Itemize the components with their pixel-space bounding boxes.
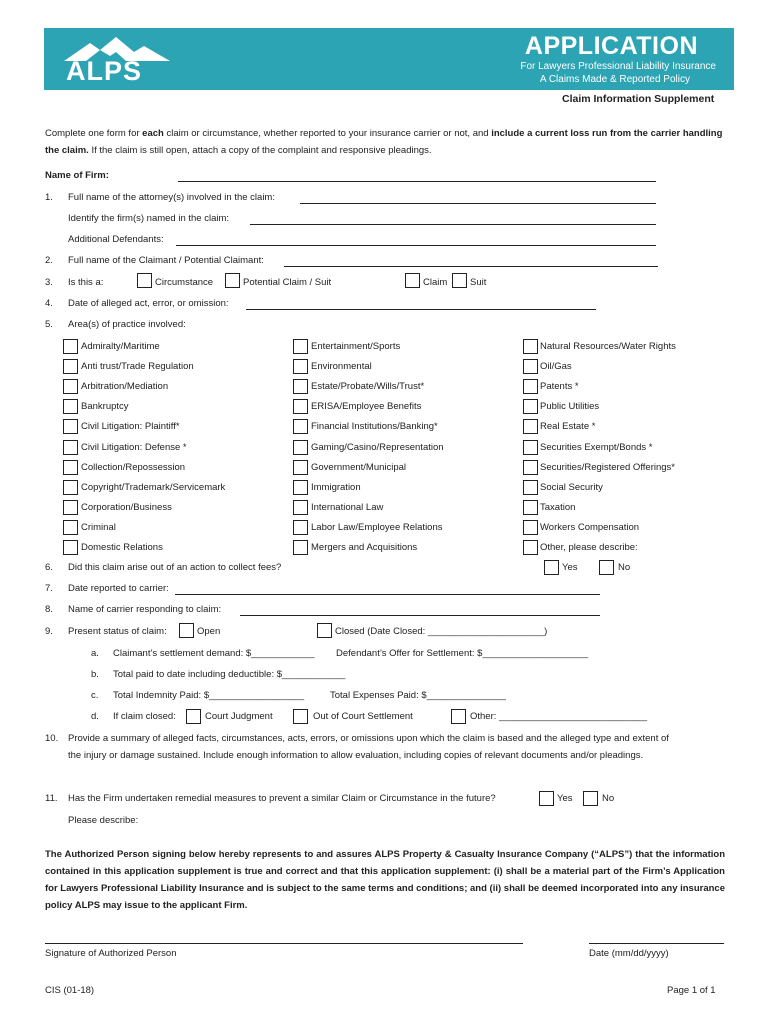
practice-area-checkbox[interactable] xyxy=(523,379,538,394)
practice-area-label: Oil/Gas xyxy=(540,361,572,372)
practice-area-label: Social Security xyxy=(540,482,603,493)
practice-area-checkbox[interactable] xyxy=(63,460,78,475)
practice-area-checkbox[interactable] xyxy=(523,359,538,374)
practice-area-label: Corporation/Business xyxy=(81,502,172,513)
practice-area-checkbox[interactable] xyxy=(63,540,78,555)
q10-number: 10. xyxy=(45,733,59,744)
q2-label: Full name of the Claimant / Potential Claimant: xyxy=(68,255,264,266)
supplement-title: Claim Information Supplement xyxy=(562,93,715,105)
court-judgment-checkbox[interactable] xyxy=(186,709,201,724)
status-open-label: Open xyxy=(197,626,221,637)
q9-number: 9. xyxy=(45,626,53,637)
date-alleged-act-field[interactable] xyxy=(246,309,596,310)
firms-named-field[interactable] xyxy=(250,224,656,225)
intro-paragraph xyxy=(45,125,730,159)
practice-area-checkbox[interactable] xyxy=(293,480,308,495)
practice-area-label: Arbitration/Mediation xyxy=(81,381,169,392)
q5-number: 5. xyxy=(45,319,53,330)
date-reported-field[interactable] xyxy=(175,594,600,595)
firm-name-field[interactable] xyxy=(178,181,656,182)
application-subtitle-2: A Claims Made & Reported Policy xyxy=(539,74,690,85)
practice-area-label: Civil Litigation: Plaintiff* xyxy=(81,421,180,432)
date-signed-line[interactable] xyxy=(589,943,724,944)
out-of-court-label: Out of Court Settlement xyxy=(313,711,413,722)
practice-area-checkbox[interactable] xyxy=(523,339,538,354)
q9-label: Present status of claim: xyxy=(68,626,167,637)
remedial-describe-label: Please describe: xyxy=(68,815,139,826)
practice-area-checkbox[interactable] xyxy=(63,419,78,434)
practice-area-label: Immigration xyxy=(311,482,361,493)
practice-area-checkbox[interactable] xyxy=(293,440,308,455)
indemnity-paid-field[interactable]: Total Indemnity Paid: $__________________ xyxy=(113,690,305,701)
practice-area-checkbox[interactable] xyxy=(63,399,78,414)
practice-area-label: Taxation xyxy=(540,502,576,513)
practice-area-label: Labor Law/Employee Relations xyxy=(311,522,443,533)
practice-area-label: Gaming/Casino/Representation xyxy=(311,442,444,453)
practice-area-checkbox[interactable] xyxy=(293,419,308,434)
page-number: Page 1 of 1 xyxy=(667,985,716,996)
other-closed-field[interactable]: Other: ____________________________ xyxy=(470,711,647,722)
practice-area-checkbox[interactable] xyxy=(523,500,538,515)
application-title: APPLICATION xyxy=(524,32,698,60)
practice-area-checkbox[interactable] xyxy=(63,339,78,354)
q11-label: Has the Firm undertaken remedial measures to prevent a similar Claim or Circumstance in the future? xyxy=(68,793,496,804)
practice-area-checkbox[interactable] xyxy=(523,440,538,455)
q11-number: 11. xyxy=(45,793,58,804)
practice-area-label: Collection/Repossession xyxy=(81,462,186,473)
claim-closed-label: If claim closed: xyxy=(113,711,176,722)
q8-label: Name of carrier responding to claim: xyxy=(68,604,222,615)
status-closed-label: Closed (Date Closed: ______________________) xyxy=(335,626,548,637)
q1-label: Full name of the attorney(s) involved in the claim: xyxy=(68,192,275,203)
q5-label: Area(s) of practice involved: xyxy=(68,319,186,330)
practice-area-checkbox[interactable] xyxy=(523,520,538,535)
q8-number: 8. xyxy=(45,604,53,615)
practice-area-label: Environmental xyxy=(311,361,372,372)
q2-number: 2. xyxy=(45,255,53,266)
expenses-paid-field[interactable]: Total Expenses Paid: $_______________ xyxy=(330,690,506,701)
circumstance-checkbox[interactable] xyxy=(137,273,152,288)
signature-label: Signature of Authorized Person xyxy=(45,948,177,959)
practice-area-label: Copyright/Trademark/Servicemark xyxy=(81,482,226,493)
practice-area-label: Civil Litigation: Defense * xyxy=(81,442,187,453)
other-closed-checkbox[interactable] xyxy=(451,709,466,724)
practice-area-checkbox[interactable] xyxy=(293,540,308,555)
practice-area-label: Financial Institutions/Banking* xyxy=(311,421,438,432)
remedial-yes-label: Yes xyxy=(557,793,573,804)
application-subtitle: For Lawyers Professional Liability Insurance xyxy=(520,61,716,72)
practice-area-checkbox[interactable] xyxy=(63,440,78,455)
q10-line2: the injury or damage sustained. Include enough information to allow evaluation, including copies of relevant documents and/or pleadings. xyxy=(68,750,644,761)
date-signed-label: Date (mm/dd/yyyy) xyxy=(589,948,669,959)
practice-area-label: Workers Compensation xyxy=(540,522,640,533)
header-banner xyxy=(44,28,734,90)
practice-area-label: Anti trust/Trade Regulation xyxy=(81,361,194,372)
fees-yes-label: Yes xyxy=(562,562,578,573)
practice-area-label: Securities Exempt/Bonds * xyxy=(540,442,653,453)
practice-area-label: Natural Resources/Water Rights xyxy=(540,341,676,352)
intro-text-1: Complete one form for xyxy=(45,128,143,139)
q9a-number: a. xyxy=(91,648,99,659)
fees-no-checkbox[interactable] xyxy=(599,560,614,575)
q3-label: Is this a: xyxy=(68,277,104,288)
practice-area-label: Securities/Registered Offerings* xyxy=(540,462,675,473)
q10-line1: Provide a summary of alleged facts, circumstances, acts, errors, or omissions upon which the claim is based and the alleged type and extent of xyxy=(68,733,669,744)
practice-area-checkbox[interactable] xyxy=(63,379,78,394)
practice-area-checkbox[interactable] xyxy=(523,419,538,434)
practice-area-label: Government/Municipal xyxy=(311,462,407,473)
practice-area-label: Other, please describe: xyxy=(540,542,638,553)
q1-number: 1. xyxy=(45,192,53,203)
practice-area-label: Estate/Probate/Wills/Trust* xyxy=(311,381,425,392)
logo-text: ALPS xyxy=(66,56,143,86)
claim-label: Claim xyxy=(423,277,448,288)
practice-area-label: Real Estate * xyxy=(540,421,596,432)
practice-area-label: Entertainment/Sports xyxy=(311,341,401,352)
q4-label: Date of alleged act, error, or omission: xyxy=(68,298,229,309)
q1-defendants-label: Additional Defendants: xyxy=(68,234,164,245)
status-open-checkbox[interactable] xyxy=(179,623,194,638)
intro-text-3: claim or circumstance, whether reported to your insurance carrier or not, and xyxy=(163,128,492,139)
claimant-name-field[interactable] xyxy=(284,266,658,267)
intro-text-5: If the claim is still open, attach a copy of the complaint and responsive pleadings. xyxy=(88,145,432,156)
practice-area-checkbox[interactable] xyxy=(63,500,78,515)
q9d-number: d. xyxy=(91,711,99,722)
defendant-offer-field[interactable]: Defendant’s Offer for Settlement: $____________________ xyxy=(336,648,589,659)
remedial-no-label: No xyxy=(602,793,615,804)
q9b-number: b. xyxy=(91,669,99,680)
suit-checkbox[interactable] xyxy=(452,273,467,288)
remedial-yes-checkbox[interactable] xyxy=(539,791,554,806)
status-closed-checkbox[interactable] xyxy=(317,623,332,638)
practice-area-checkbox[interactable] xyxy=(63,480,78,495)
q9c-number: c. xyxy=(91,690,99,701)
practice-area-checkbox[interactable] xyxy=(293,460,308,475)
practice-area-label: Domestic Relations xyxy=(81,542,163,553)
total-paid-field[interactable]: Total paid to date including deductible: $____________ xyxy=(113,669,346,680)
practice-area-label: Mergers and Acquisitions xyxy=(311,542,418,553)
settlement-demand-field[interactable]: Claimant’s settlement demand: $____________ xyxy=(113,648,315,659)
carrier-name-field[interactable] xyxy=(240,615,600,616)
q1-firms-label: Identify the firm(s) named in the claim: xyxy=(68,213,230,224)
practice-area-label: Public Utilities xyxy=(540,401,600,412)
practice-area-label: Admiralty/Maritime xyxy=(81,341,160,352)
fees-no-label: No xyxy=(618,562,631,573)
defendants-field[interactable] xyxy=(176,245,656,246)
practice-area-checkbox[interactable] xyxy=(293,399,308,414)
q4-number: 4. xyxy=(45,298,53,309)
practice-area-checkbox[interactable] xyxy=(523,480,538,495)
q6-number: 6. xyxy=(45,562,53,573)
q7-label: Date reported to carrier: xyxy=(68,583,169,594)
practice-area-checkbox[interactable] xyxy=(63,520,78,535)
practice-area-checkbox[interactable] xyxy=(523,540,538,555)
practice-area-label: Bankruptcy xyxy=(81,401,129,412)
signature-line[interactable] xyxy=(45,943,523,944)
authorization-statement: The Authorized Person signing below hereby represents to and assures ALPS Property & Casualty Insurance Company (“ALPS”) that the information contained in this application supplement is true and correct and that this application supplement: (i) shall be a material part of the Firm’s Application for Lawyers Professional Liability Insurance and is subject to the same terms and conditions; and (ii) shall be deemed incorporated into any insurance policy ALPS may issue to the applicant Firm. xyxy=(45,849,725,911)
remedial-no-checkbox[interactable] xyxy=(583,791,598,806)
practice-area-checkbox[interactable] xyxy=(293,359,308,374)
claim-checkbox[interactable] xyxy=(405,273,420,288)
practice-area-label: International Law xyxy=(311,502,384,513)
practice-area-checkbox[interactable] xyxy=(63,359,78,374)
practice-area-label: ERISA/Employee Benefits xyxy=(311,401,422,412)
court-judgment-label: Court Judgment xyxy=(205,711,273,722)
fees-yes-checkbox[interactable] xyxy=(544,560,559,575)
q3-number: 3. xyxy=(45,277,53,288)
form-code: CIS (01-18) xyxy=(45,985,95,996)
intro-text-4: include a current loss run from the carrier handling the claim. xyxy=(45,128,723,156)
practice-area-checkbox[interactable] xyxy=(523,399,538,414)
intro-text-2: each xyxy=(142,128,164,139)
q6-label: Did this claim arise out of an action to collect fees? xyxy=(68,562,282,573)
practice-area-checkbox[interactable] xyxy=(523,460,538,475)
circumstance-label: Circumstance xyxy=(155,277,214,288)
practice-area-checkbox[interactable] xyxy=(293,500,308,515)
potential-claim-label: Potential Claim / Suit xyxy=(243,277,332,288)
practice-area-checkbox[interactable] xyxy=(293,339,308,354)
out-of-court-checkbox[interactable] xyxy=(293,709,308,724)
practice-area-checkbox[interactable] xyxy=(293,379,308,394)
suit-label: Suit xyxy=(470,277,487,288)
practice-area-checkbox[interactable] xyxy=(293,520,308,535)
attorney-name-field[interactable] xyxy=(300,203,656,204)
practice-area-label: Patents * xyxy=(540,381,579,392)
firm-name-label: Name of Firm: xyxy=(45,170,109,181)
potential-claim-checkbox[interactable] xyxy=(225,273,240,288)
q7-number: 7. xyxy=(45,583,53,594)
practice-area-label: Criminal xyxy=(81,522,116,533)
